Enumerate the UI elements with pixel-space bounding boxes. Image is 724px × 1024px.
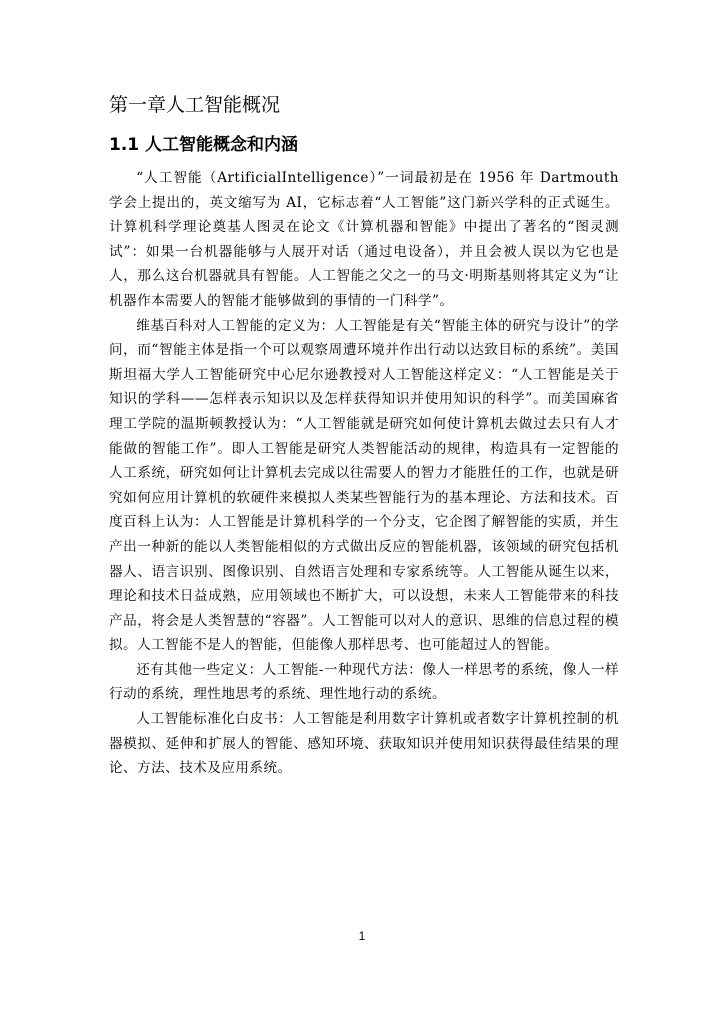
paragraph-whitepaper-definition: 人工智能标准化白皮书：人工智能是利用数字计算机或者数字计算机控制的机器模拟、延伸和扩展人的智能、感知环境、获取知识并使用知识获得最佳结果的理论、方法、技术及应用系统。 — [109, 711, 619, 777]
body-text — [109, 166, 619, 781]
chapter-title: 第一章人工智能概况 — [109, 94, 281, 116]
paragraph-ai-origin: “人工智能（ArtificialIntelligence）”一词最初是在 1956 年 Dartmouth 学会上提出的，英文缩写为 AI，它标志着“人工智能”这门新兴学科的正式诞生。计算机科学理论奠基人图灵在论文《计算机器和智能》中提出了著名的“图灵测试”：如果一台机器能够与人展开对话（通过电设备），并且会被人误以为它也是人，那么这台机器就具有智能。人工智能之父之一的马文·明斯基则将其定义为“让机器作本需要人的智能才能够做到的事情的一门科学”。 — [109, 170, 619, 309]
paragraph-ai-definitions: 维基百科对人工智能的定义为：人工智能是有关“智能主体的研究与设计”的学问，而“智能主体是指一个可以观察周遭环境并作出行动以达致目标的系统”。美国斯坦福大学人工智能研究中心尼尔逊教授对人工智能这样定义：“人工智能是关于知识的学科——怎样表示知识以及怎样获得知识并使用知识的科学”。而美国麻省理工学院的温斯顿教授认为：“人工智能就是研究如何使计算机去做过去只有人才能做的智能工作”。即人工智能是研究人类智能活动的规律，构造具有一定智能的人工系统，研究如何让计算机去完成以往需要人的智力才能胜任的工作，也就是研究如何应用计算机的软硬件来模拟人类某些智能行为的基本理论、方法和技术。百度百科上认为：人工智能是计算机科学的一个分支，它企图了解智能的实质，并生产出一种新的能以人类智能相似的方式做出反应的智能机器，该领域的研究包括机器人、语言识别、图像识别、自然语言处理和专家系统等。人工智能从诞生以来，理论和技术日益成熟，应用领域也不断扩大，可以设想，未来人工智能带来的科技产品，将会是人类智慧的“容器”。人工智能可以对人的意识、思维的信息过程的模拟。人工智能不是人的智能，但能像人那样思考、也可能超过人的智能。 — [109, 317, 619, 654]
page-number: 1 — [358, 929, 366, 943]
paragraph-other-definitions: 还有其他一些定义：人工智能-一种现代方法：像人一样思考的系统，像人一样行动的系统，理性地思考的系统、理性地行动的系统。 — [109, 661, 619, 703]
section-title: 1.1 人工智能概念和内涵 — [109, 135, 299, 155]
